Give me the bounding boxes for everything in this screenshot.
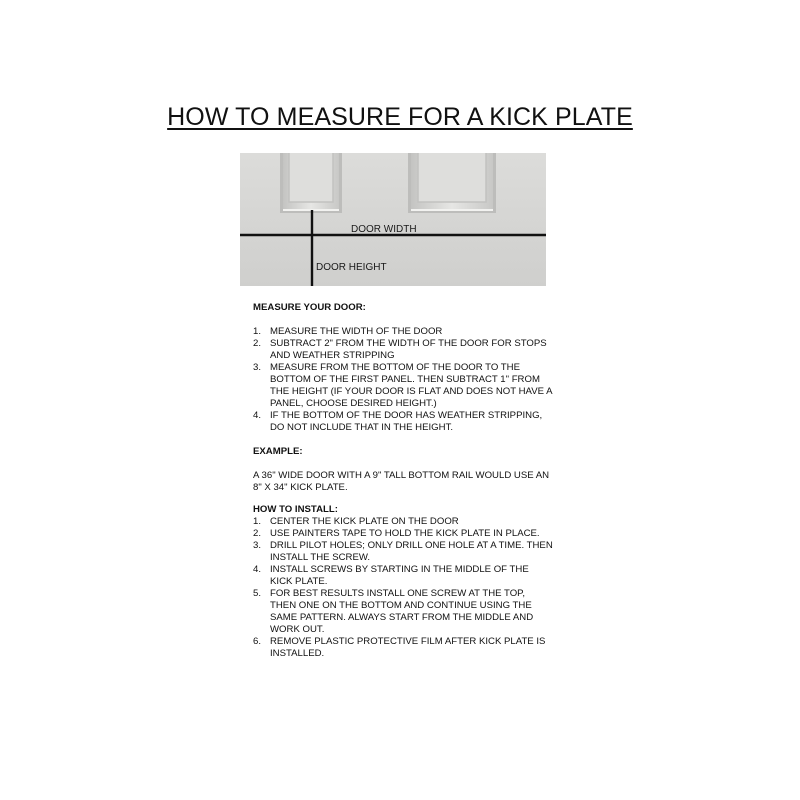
list-item: 1. MEASURE THE WIDTH OF THE DOOR — [253, 326, 443, 337]
example-text: A 36" WIDE DOOR WITH A 9" TALL BOTTOM RAIL WOULD USE AN 8" X 34" KICK PLATE. — [253, 470, 550, 493]
door-height-label: DOOR HEIGHT — [316, 262, 387, 273]
list-item: 5. FOR BEST RESULTS INSTALL ONE SCREW AT THE TOP, THEN ONE ON THE BOTTOM AND CONTINUE USING THE SAME PATTERN. ALWAYS START FROM THE MIDDLE AND WORK OUT. — [253, 588, 534, 635]
list-item: 3. DRILL PILOT HOLES; ONLY DRILL ONE HOLE AT A TIME. THEN INSTALL THE SCREW. — [253, 540, 553, 563]
install-steps — [253, 516, 553, 660]
right-panel — [408, 153, 496, 213]
list-item: 3. MEASURE FROM THE BOTTOM OF THE DOOR TO THE BOTTOM OF THE FIRST PANEL. THEN SUBTRACT 1" FROM THE HEIGHT (IF YOUR DOOR IS FLAT AND DOES NOT HAVE A PANEL, CHOOSE DESIRED HEIGHT.) — [253, 362, 553, 409]
list-item: 4. INSTALL SCREWS BY STARTING IN THE MIDDLE OF THE KICK PLATE. — [253, 564, 529, 587]
list-item: 6. REMOVE PLASTIC PROTECTIVE FILM AFTER KICK PLATE IS INSTALLED. — [253, 636, 546, 659]
page-title: HOW TO MEASURE FOR A KICK PLATE — [167, 103, 633, 131]
list-item: 4. IF THE BOTTOM OF THE DOOR HAS WEATHER STRIPPING, DO NOT INCLUDE THAT IN THE HEIGHT. — [253, 410, 543, 433]
measure-heading: MEASURE YOUR DOOR: — [253, 302, 366, 313]
example-heading: EXAMPLE: — [253, 446, 303, 457]
door-photo — [240, 153, 546, 286]
measure-steps — [253, 326, 553, 434]
list-item: 1. CENTER THE KICK PLATE ON THE DOOR — [253, 516, 459, 527]
list-item: 2. USE PAINTERS TAPE TO HOLD THE KICK PLATE IN PLACE. — [253, 528, 540, 539]
instructions — [253, 302, 553, 660]
left-panel — [280, 153, 342, 213]
door-illustration — [240, 153, 546, 286]
install-heading: HOW TO INSTALL: — [253, 504, 338, 515]
list-item: 2. SUBTRACT 2" FROM THE WIDTH OF THE DOOR FOR STOPS AND WEATHER STRIPPING — [253, 338, 547, 361]
door-width-label: DOOR WIDTH — [351, 224, 417, 235]
